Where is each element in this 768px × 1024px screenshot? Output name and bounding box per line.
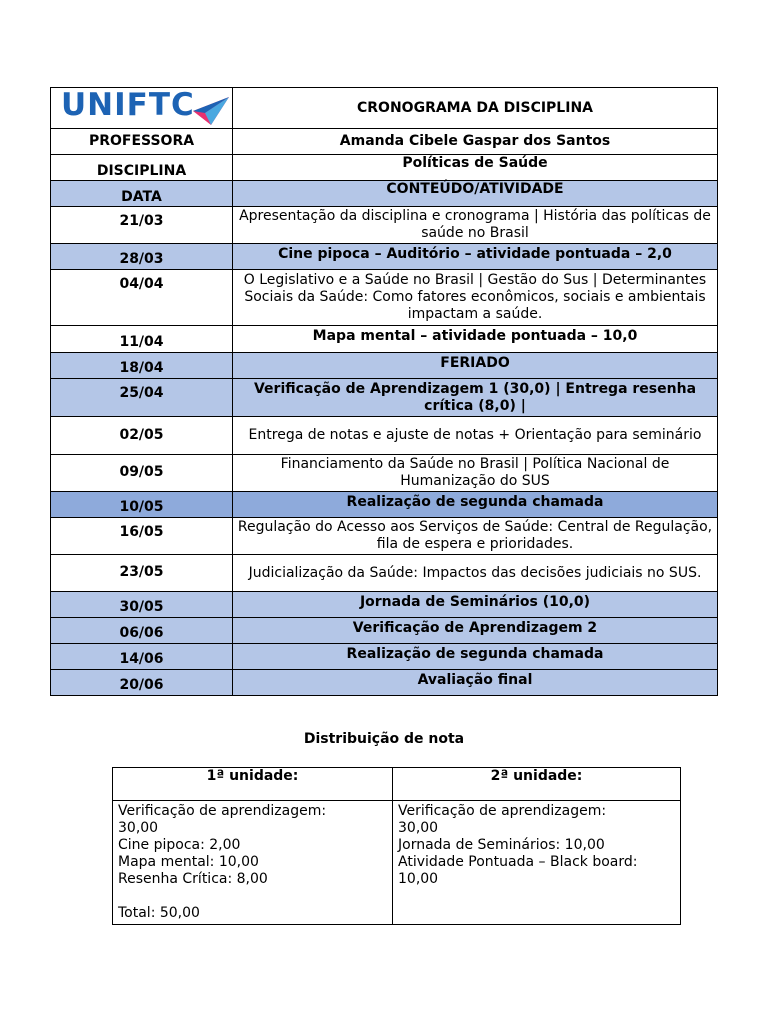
list-item: 30,00 <box>398 820 439 836</box>
table-row <box>51 379 718 417</box>
row-date: 16/05 <box>51 518 233 555</box>
table-row <box>51 644 718 670</box>
unit2-heading: 2ª unidade: <box>393 768 681 801</box>
paper-plane-icon <box>191 95 231 129</box>
row-date: 18/04 <box>51 353 233 379</box>
row-content: Entrega de notas e ajuste de notas + Orientação para seminário <box>233 417 718 455</box>
discipline-label: DISCIPLINA <box>51 155 233 181</box>
list-item: Resenha Crítica: 8,00 <box>118 871 268 887</box>
row-date: 14/06 <box>51 644 233 670</box>
row-date: 30/05 <box>51 592 233 618</box>
row-date: 06/06 <box>51 618 233 644</box>
unit2-breakdown <box>393 801 681 925</box>
table-row <box>51 244 718 270</box>
list-item: Verificação de aprendizagem: <box>118 803 327 819</box>
table-row <box>51 618 718 644</box>
row-date: 02/05 <box>51 417 233 455</box>
list-item: Atividade Pontuada – Black board: <box>398 854 638 870</box>
list-item: Jornada de Seminários: 10,00 <box>398 837 605 853</box>
row-content: Verificação de Aprendizagem 1 (30,0) | Entrega resenha crítica (8,0) | <box>233 379 718 417</box>
uniftc-logo <box>59 87 224 131</box>
row-content: Judicialização da Saúde: Impactos das decisões judiciais no SUS. <box>233 555 718 592</box>
table-row <box>51 326 718 353</box>
list-item: Cine pipoca: 2,00 <box>118 837 241 853</box>
row-content: Mapa mental – atividade pontuada – 10,0 <box>233 326 718 353</box>
list-item: 10,00 <box>398 871 439 887</box>
row-content: FERIADO <box>233 353 718 379</box>
row-content: Regulação do Acesso aos Serviços de Saúde: Central de Regulação, fila de espera e prioridades. <box>233 518 718 555</box>
spacer <box>118 888 387 905</box>
table-row <box>51 555 718 592</box>
row-date: 23/05 <box>51 555 233 592</box>
row-content: Verificação de Aprendizagem 2 <box>233 618 718 644</box>
professor-name: Amanda Cibele Gaspar dos Santos <box>233 129 718 155</box>
row-date: 10/05 <box>51 492 233 518</box>
row-date: 09/05 <box>51 455 233 492</box>
discipline-name: Políticas de Saúde <box>233 155 718 181</box>
table-row <box>51 353 718 379</box>
schedule-title: CRONOGRAMA DA DISCIPLINA <box>233 88 718 129</box>
table-row <box>51 207 718 244</box>
unit1-heading: 1ª unidade: <box>113 768 393 801</box>
row-date: 21/03 <box>51 207 233 244</box>
row-date: 11/04 <box>51 326 233 353</box>
table-row <box>51 518 718 555</box>
content-column-header: CONTEÚDO/ATIVIDADE <box>233 181 718 207</box>
table-row <box>51 670 718 696</box>
table-row <box>51 592 718 618</box>
table-row <box>51 455 718 492</box>
grade-distribution-table <box>112 767 681 925</box>
logo-cell <box>51 88 233 129</box>
schedule-table <box>50 87 718 696</box>
list-item: Verificação de aprendizagem: <box>398 803 607 819</box>
row-content: Apresentação da disciplina e cronograma | História das políticas de saúde no Brasil <box>233 207 718 244</box>
row-content: Financiamento da Saúde no Brasil | Política Nacional de Humanização do SUS <box>233 455 718 492</box>
table-row <box>51 270 718 326</box>
row-date: 04/04 <box>51 270 233 326</box>
logo-text: UNIFTC <box>61 87 195 123</box>
professor-label: PROFESSORA <box>51 129 233 155</box>
list-item: Mapa mental: 10,00 <box>118 854 259 870</box>
date-column-header: DATA <box>51 181 233 207</box>
grade-distribution-title: Distribuição de nota <box>303 731 465 747</box>
unit1-total: Total: 50,00 <box>118 905 200 921</box>
row-content: Realização de segunda chamada <box>233 644 718 670</box>
list-item: 30,00 <box>118 820 159 836</box>
table-row <box>51 417 718 455</box>
row-content: Jornada de Seminários (10,0) <box>233 592 718 618</box>
row-date: 28/03 <box>51 244 233 270</box>
row-date: 25/04 <box>51 379 233 417</box>
row-content: O Legislativo e a Saúde no Brasil | Gestão do Sus | Determinantes Sociais da Saúde: Como fatores econômicos, sociais e ambientais impactam a saúde. <box>233 270 718 326</box>
unit1-breakdown <box>113 801 393 925</box>
row-content: Avaliação final <box>233 670 718 696</box>
row-content: Realização de segunda chamada <box>233 492 718 518</box>
row-content: Cine pipoca – Auditório – atividade pontuada – 2,0 <box>233 244 718 270</box>
table-row <box>51 492 718 518</box>
row-date: 20/06 <box>51 670 233 696</box>
